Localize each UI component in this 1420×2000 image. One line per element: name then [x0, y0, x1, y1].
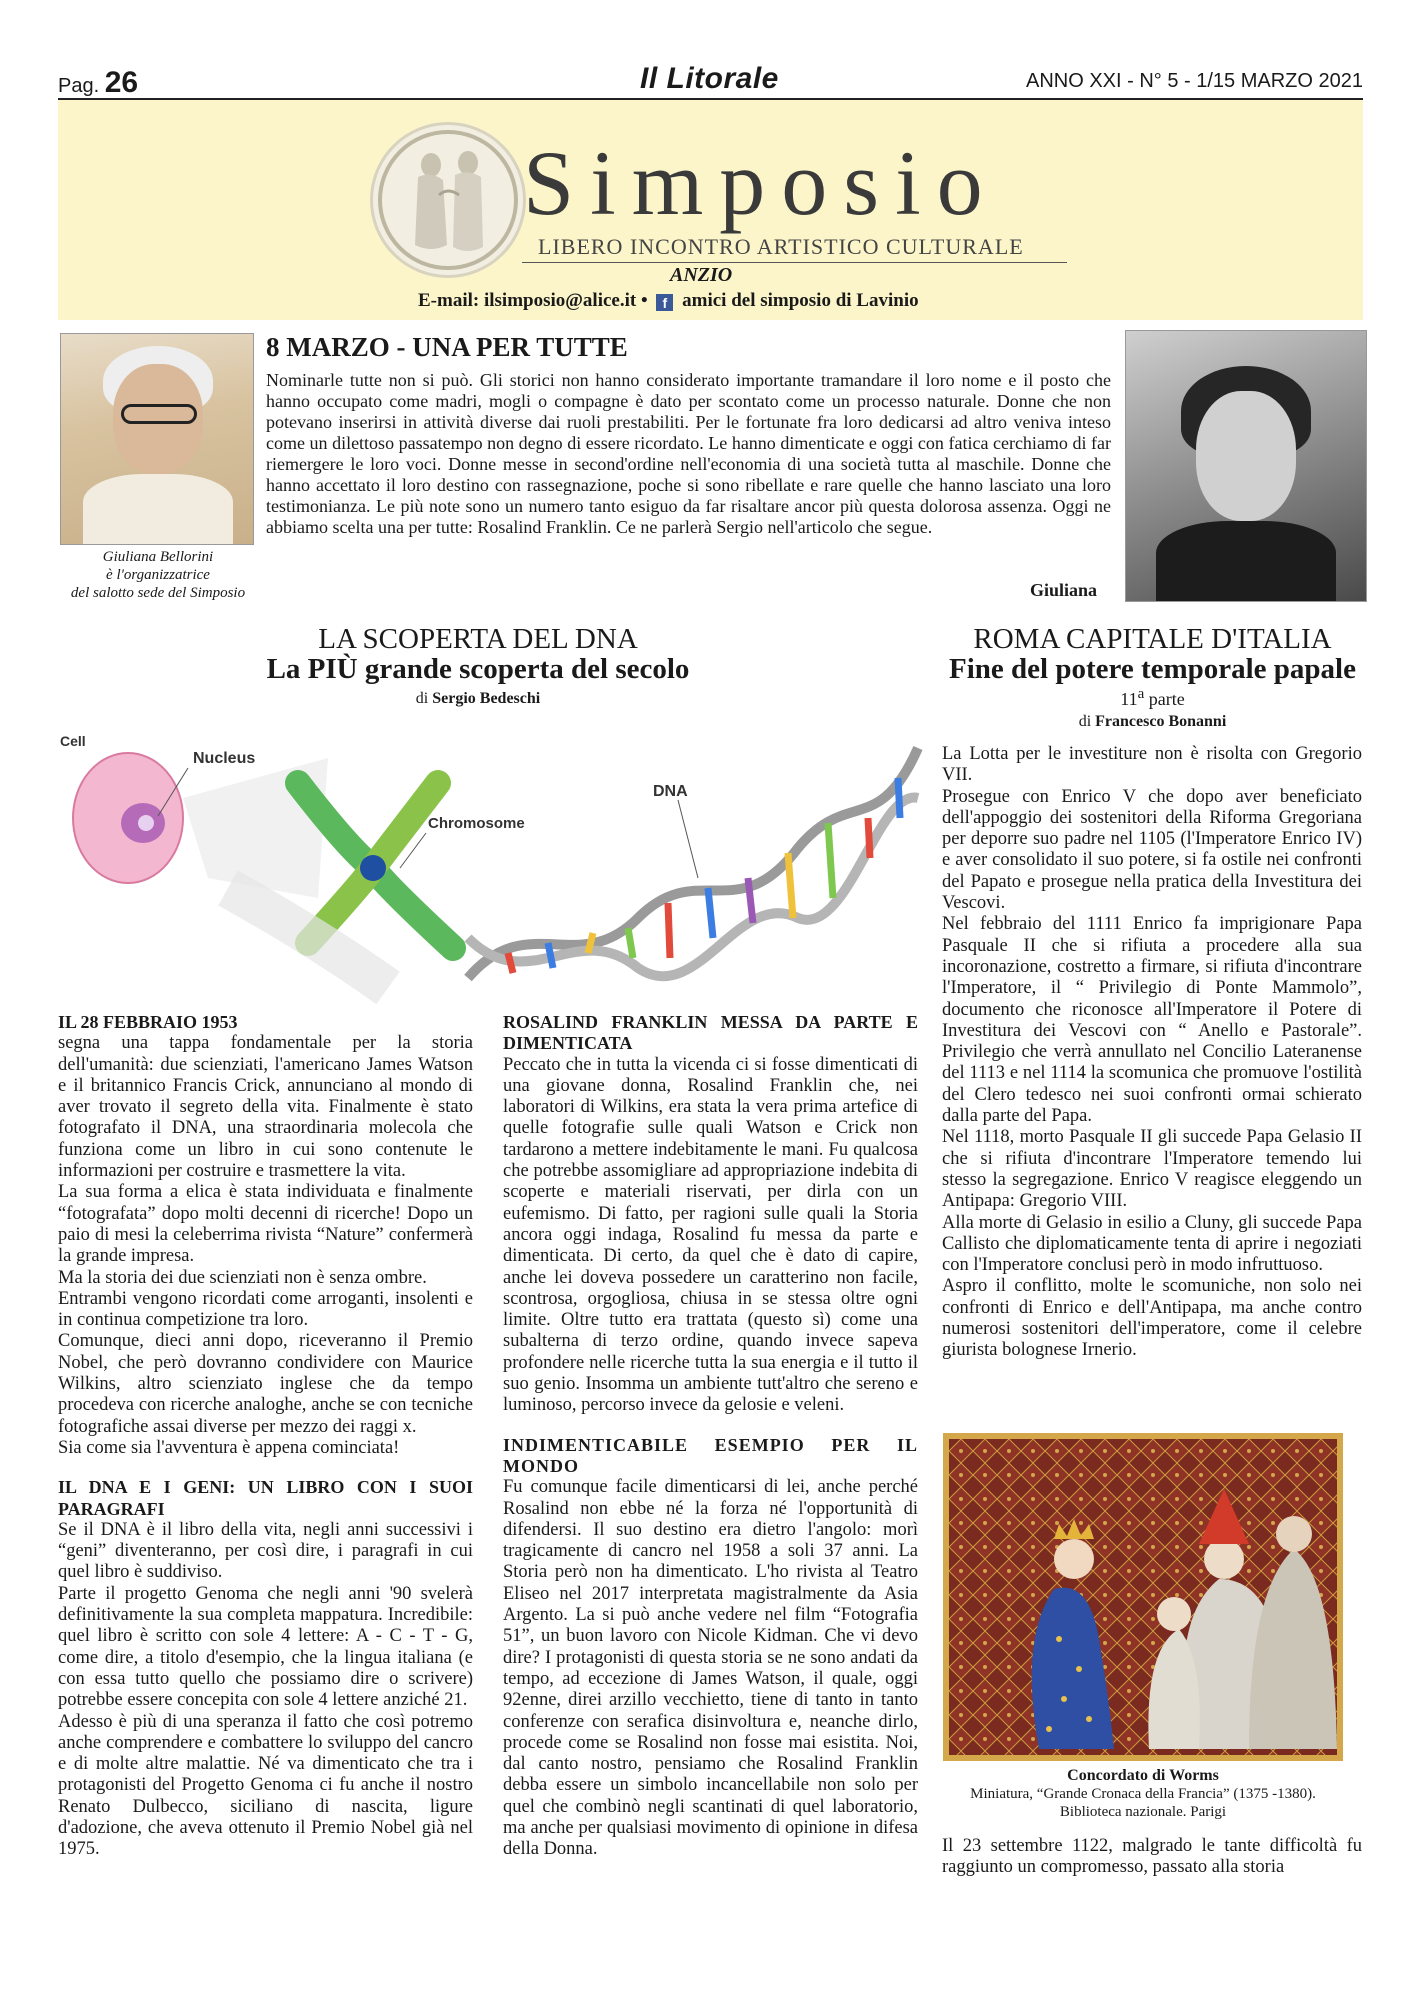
miniature-caption: Miniatura, “Grande Cronaca della Francia” (1375 -1380). Biblioteca nazionale. Parigi: [970, 1786, 1316, 1820]
paragraph: Nel 1118, morto Pasquale II gli succede Papa Gelasio II che si rifiuta d'incontrare l'Imperatore temendo lui stesso la segregazione. Enrico V reagisce eleggendo un Antipapa: Gregorio VIII.: [942, 1127, 1362, 1212]
rosalind-photo: [1125, 330, 1367, 602]
dna-illustration: [58, 728, 938, 1004]
page-number: Pag. 26: [58, 66, 139, 99]
dna-byline: di Sergio Bedeschi: [415, 690, 541, 707]
paragraph: Comunque, dieci anni dopo, riceveranno il Premio Nobel, che però dovranno condividere con Maurice Wilkins, altro scienziato inglese che da tempo procedeva con ricerche analoghe, anche se con tecniche fotografiche assai diverse per mezzo dei raggi x.: [58, 1331, 473, 1437]
nucleus-label: Nucleus: [193, 750, 256, 767]
roma-column-continued: [942, 1836, 1362, 1879]
intro-title: 8 MARZO - UNA PER TUTTE: [266, 332, 628, 362]
masthead: Il Litorale: [640, 62, 779, 95]
dna-column-2: [503, 1012, 918, 1861]
paragraph: Prosegue con Enrico V che dopo aver beneficiato dell'appoggio dei sostenitori della Riforma Gregoriana per deporre suo padre nel 1105 (l'Imperatore Enrico IV) e aver consolidato il suo potere, si fa ostile nei confronti del Papato e prosegue nella pratica della Investitura dei Vescovi.: [942, 786, 1362, 914]
miniature-caption-title: Concordato di Worms: [1067, 1767, 1219, 1784]
chromosome-label: Chromosome: [428, 815, 525, 832]
section-heading: ROSALIND FRANKLIN MESSA DA PARTE E DIMENTICATA: [503, 1012, 918, 1054]
facebook-icon: f: [656, 294, 673, 311]
paragraph: Peccato che in tutta la vicenda ci si fosse dimenticati di una giovane donna, Rosalind Franklin che, nei laboratori di Wilkins, era stata la vera prima artefice di quelle fotografie sulle quali Watson e Crick non tardarono a mettere indebitamente le mani. Fu qualcosa che potrebbe assomigliare ad appropriazione indebita di scoperte e materiali riservati, per dirla con un eufemismo. Di fatto, per ragioni sulle quali la Storia ancora oggi indaga, Rosalind fu messa da parte e dimenticata. Di certo, da quel che è dato di capire, anche lei doveva possedere un caratterino non facile, scontrosa, orgogliosa, chiusa in se stessa oltre ogni limite. Oltre tutto era trattata (questo sì) come una subalterna di terzo ordine, quando invece sapeva profondere nelle ricerche tutta la sua energia e il tutto il suo genio. Insomma un ambiente tutt'altro che sereno e luminoso, percorso invece da gelosie e veleni.: [503, 1054, 918, 1416]
section-heading: INDIMENTICABILE ESEMPIO PER IL MONDO: [503, 1434, 918, 1476]
paragraph: Se il DNA è il libro della vita, negli anni successivi i “geni” diventeranno, per così dire, i paragrafi in cui quel libro è suddiviso.: [58, 1519, 473, 1583]
roma-byline: di Francesco Bonanni: [1078, 713, 1227, 730]
simposio-title: Simposio: [523, 132, 999, 234]
header-divider: [522, 262, 1067, 263]
dna-subtitle: La PIÙ grande scoperta del secolo: [266, 653, 690, 685]
intro-signature: Giuliana: [1030, 580, 1098, 600]
paragraph: Nel febbraio del 1111 Enrico fa imprigionare Papa Pasquale II che si rifiuta a procedere alla sua incoronazione, costretto a firmare, si rifiuta d'incontrare l'Imperatore, il “ Privilegio di Ponte Mammolo”, documento che riconosce all'Imperatore il Potere di Investitura dei Vescovi con “ Anello e Pastorale”. Privilegio che verrà annullato nel Concilio Lateranense del 1113 e nel 1114 la scomunica che promuove l'ostilità del Clero tedesco nei suoi confronti ormai schierato dalla parte del Papa.: [942, 914, 1362, 1127]
paragraph: Fu comunque facile dimenticarsi di lei, anche perché Rosalind non ebbe né la forza né l'opportunità di difendersi. Il suo destino era dietro l'angolo: morì tragicamente di cancro nel 1958 a soli 37 anni. La Storia però non ha dimenticato. L'ho rivista al Teatro Eliseo nel 2017 interpretata magistralmente da Asia Argento. La si può anche vedere nel film “Fotografia 51”, un buon lavoro con Nicole Kidman. Che vi devo dire? I protagonisti di questa storia se ne sono andati da tempo, ad eccezione di James Watson, il quale, oggi 92enne, direi arzillo vecchietto, tiene di tanto in tanto conferenze con serafica disinvoltura e, neanche dirlo, procede come se Rosalind non fosse mai esistita. Noi, dal canto nostro, pensiamo che Rosalind Franklin debba essere un simbolo incancellabile non solo per quel che combinò negli scantinati di quel laboratorio, ma anche per qualsiasi movimento di opinione in difesa della Donna.: [503, 1477, 918, 1860]
section-heading: IL 28 FEBBRAIO 1953: [58, 1012, 238, 1032]
cell-label: Cell: [60, 733, 86, 749]
section-heading: IL DNA E I GENI: UN LIBRO CON I SUOI PARAGRAFI: [58, 1477, 473, 1519]
simposio-place: ANZIO: [670, 264, 733, 286]
facebook-text: amici del simposio di Lavinio: [682, 290, 919, 311]
paragraph: Entrambi vengono ricordati come arroganti, insolenti e in continua competizione tra loro.: [58, 1288, 473, 1331]
roma-part: 11$^a$ parte: [1120, 686, 1185, 709]
giuliana-photo: [60, 333, 254, 545]
paragraph: Adesso è più di una speranza il fatto che così potremo anche comprendere e combattere lo sviluppo del cancro e di molte altre malattie. Né va dimenticato che tra i protagonisti del Progetto Genoma ci fu anche il nostro Renato Dulbecco, siciliano di nascita, ligure d'adozione, che aveva ottenuto il Premio Nobel già nel 1975.: [58, 1711, 473, 1860]
contact-line: [418, 290, 919, 312]
paragraph: Alla morte di Gelasio in esilio a Cluny, gli succede Papa Callisto che diplomaticamente tenta di aprire i negoziati con l'Imperatore conclusi però in modo infruttuoso.: [942, 1212, 1362, 1276]
paragraph: Il 23 settembre 1122, malgrado le tante difficoltà fu raggiunto un compromesso, passato alla storia: [942, 1836, 1362, 1878]
paragraph: La Lotta per le investiture non è risolta con Gregorio VII.: [942, 744, 1362, 786]
paragraph: La sua forma a elica è stata individuata e finalmente “fotografata” dopo molti decenni di ricerche! Dopo un paio di mesi la celeberrima rivista “Nature” confermerà la grande impresa.: [58, 1182, 473, 1267]
paragraph: Ma la storia dei due scienziati non è senza ombre.: [58, 1267, 427, 1288]
dna-title: LA SCOPERTA DEL DNA: [318, 623, 638, 655]
email-text: E-mail: ilsimposio@alice.it •: [418, 290, 648, 311]
roma-column: [942, 744, 1362, 1362]
roma-title: ROMA CAPITALE D'ITALIA: [973, 623, 1332, 655]
roma-subtitle: Fine del potere temporale papale: [948, 653, 1356, 685]
dna-column-1: [58, 1012, 473, 1861]
simposio-logo: [370, 122, 526, 278]
simposio-subtitle: LIBERO INCONTRO ARTISTICO CULTURALE: [538, 234, 1024, 259]
paragraph: Parte il progetto Genoma che negli anni '90 svelerà definitivamente la sua completa mappatura. Incredibile: quel libro è scritto con sole 4 lettere: A - C - T - G, come dire, a titolo d'esempio, che la lingua italiana (e con essa tutto quello che possiamo dire o scrivere) potrebbe essere concepita con sole 4 lettere anziché 21.: [58, 1583, 473, 1711]
paragraph: segna una tappa fondamentale per la storia dell'umanità: due scienziati, l'americano James Watson e il britannico Francis Crick, annunciano al mondo di aver trovato il segreto della vita. Finalmente è stato fotografato il DNA, una straordinaria molecola che funziona come un libro in cui sono contenute le informazioni per costruire e trasmettere la vita.: [58, 1033, 473, 1182]
paragraph: Aspro il conflitto, molte le scomuniche, non solo nei confronti di Enrico e dell'Antipapa, ma anche contro numerosi sostenitori dell'imperatore, come il celebre giurista bolognese Irnerio.: [942, 1276, 1362, 1361]
dna-label: DNA: [653, 783, 688, 800]
giuliana-caption: Giuliana Bellorini è l'organizzatrice del salotto sede del Simposio: [70, 549, 246, 601]
paragraph: Sia come sia l'avventura è appena cominciata!: [58, 1437, 400, 1458]
issue-info: ANNO XXI - N° 5 - 1/15 MARZO 2021: [1026, 70, 1363, 92]
intro-body: Nominarle tutte non si può. Gli storici non hanno considerato importante tramandare il loro nome e il posto che hanno occupato come madri, mogli o compagne è dato per scontato come un processo naturale. Donne che non potevano inserirsi in attività diverse dai ruoli prestabiliti. Per le fortunate fra loro dedicarsi ad altro veniva inteso come un dilettoso passatempo non degno di essere ricordato. Le hanno dimenticate e oggi con fatica cerchiamo di far riemergere le loro voci. Donne messe in second'ordine nell'economia di una società tutta al maschile. Donne che hanno accettato il loro destino con rassegnazione, poche si sono ribellate e rare quelle che hanno lasciato una loro testimonianza. Le più note sono un numero tanto esiguo da far risaltare ancor più questa dolorosa assenza. Oggi ne abbiamo scelta una per tutte: Rosalind Franklin. Ce ne parlerà Sergio nell'articolo che segue.: [266, 370, 1111, 537]
concordato-miniature: [943, 1433, 1343, 1761]
